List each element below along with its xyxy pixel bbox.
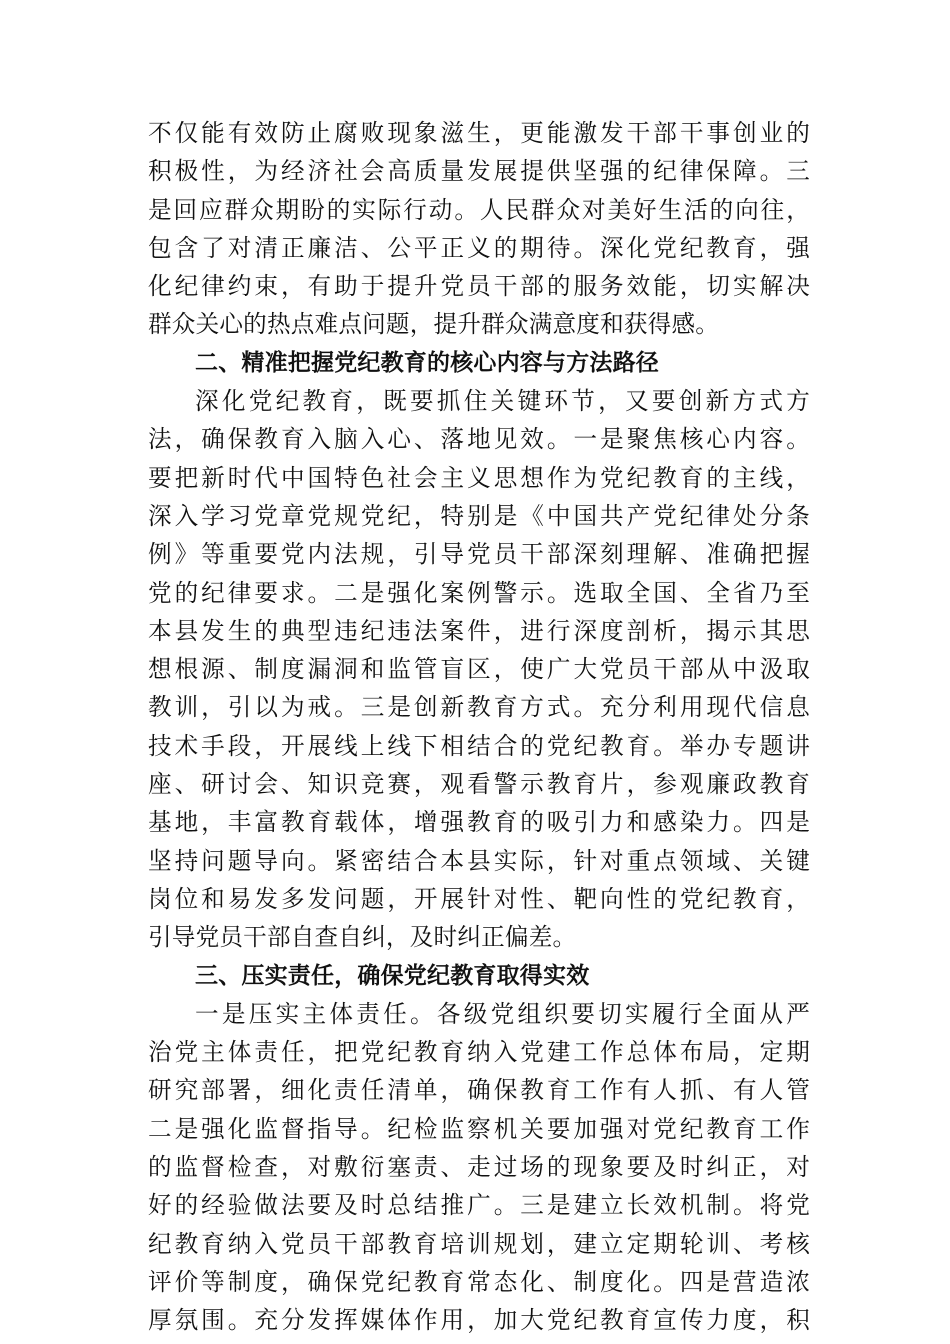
- text-line: 党的纪律要求。二是强化案例警示。选取全国、全省乃至: [148, 578, 810, 607]
- text-line: 积极性，为经济社会高质量发展提供坚强的纪律保障。三: [148, 157, 810, 186]
- text-line: 基地，丰富教育载体，增强教育的吸引力和感染力。四是: [148, 808, 810, 837]
- text-line: 包含了对清正廉洁、公平正义的期待。深化党纪教育，强: [148, 233, 810, 262]
- text-line: 一是压实主体责任。各级党组织要切实履行全面从严: [195, 999, 810, 1028]
- text-line: 不仅能有效防止腐败现象滋生，更能激发干部干事创业的: [148, 119, 810, 147]
- text-line: 纪教育纳入党员干部教育培训规划，建立定期轮训、考核: [148, 1229, 810, 1258]
- text-line: 坚持问题导向。紧密结合本县实际，针对重点领域、关键: [148, 846, 810, 875]
- text-line: 的监督检查，对敷衍塞责、走过场的现象要及时纠正，对: [148, 1153, 810, 1182]
- text-line: 群众关心的热点难点问题，提升群众满意度和获得感。: [148, 310, 720, 339]
- text-line: 厚氛围。充分发挥媒体作用，加大党纪教育宣传力度，积: [148, 1306, 810, 1335]
- text-line: 本县发生的典型违纪违法案件，进行深度剖析，揭示其思: [148, 616, 810, 645]
- text-line: 治党主体责任，把党纪教育纳入党建工作总体布局，定期: [148, 1038, 810, 1067]
- text-line: 技术手段，开展线上线下相结合的党纪教育。举办专题讲: [148, 731, 810, 760]
- text-line: 好的经验做法要及时总结推广。三是建立长效机制。将党: [148, 1191, 810, 1220]
- text-line: 是回应群众期盼的实际行动。人民群众对美好生活的向往，: [148, 195, 810, 224]
- text-line: 例》等重要党内法规，引导党员干部深刻理解、准确把握: [148, 540, 810, 569]
- text-line: 岗位和易发多发问题，开展针对性、靶向性的党纪教育，: [148, 884, 810, 913]
- text-line: 深化党纪教育，既要抓住关键环节，又要创新方式方: [195, 387, 810, 416]
- text-line: 教训，引以为戒。三是创新教育方式。充分利用现代信息: [148, 693, 810, 722]
- text-line: 要把新时代中国特色社会主义思想作为党纪教育的主线，: [148, 463, 810, 492]
- text-line: 引导党员干部自查自纠，及时纠正偏差。: [148, 923, 577, 952]
- section-heading: 二、精准把握党纪教育的核心内容与方法路径: [195, 349, 659, 376]
- text-line: 评价等制度，确保党纪教育常态化、制度化。四是营造浓: [148, 1267, 810, 1296]
- text-line: 深入学习党章党规党纪，特别是《中国共产党纪律处分条: [148, 501, 810, 530]
- text-line: 二是强化监督指导。纪检监察机关要加强对党纪教育工作: [148, 1114, 810, 1143]
- text-line: 想根源、制度漏洞和监管盲区，使广大党员干部从中汲取: [148, 655, 810, 684]
- section-heading: 三、压实责任，确保党纪教育取得实效: [195, 962, 590, 989]
- text-line: 化纪律约束，有助于提升党员干部的服务效能，切实解决: [148, 272, 810, 301]
- text-line: 研究部署，细化责任清单，确保教育工作有人抓、有人管: [148, 1076, 810, 1105]
- text-line: 座、研讨会、知识竞赛，观看警示教育片，参观廉政教育: [148, 770, 810, 799]
- text-line: 法，确保教育入脑入心、落地见效。一是聚焦核心内容。: [148, 425, 810, 454]
- document-body: [148, 114, 810, 1340]
